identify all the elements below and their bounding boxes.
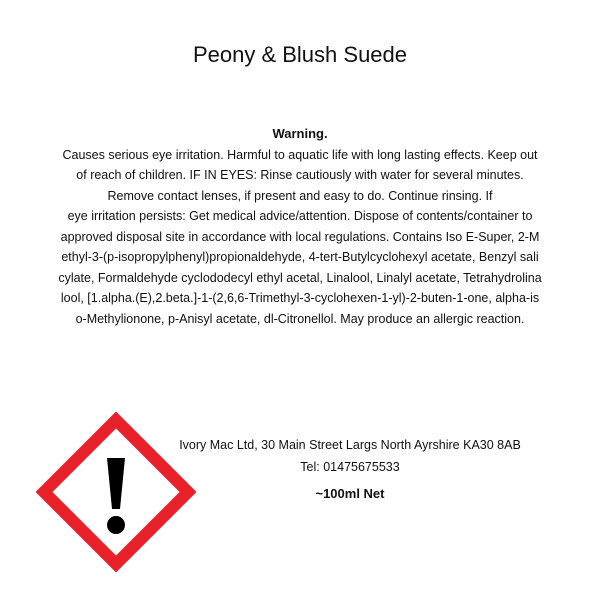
warning-text-block [30,124,570,329]
company-telephone: Tel: 01475675533 [300,460,400,474]
warning-line: ethyl-3-(p-isopropylphenyl)propionaldehyde, 4-tert-Butylcyclohexyl acetate, Benzyl sali [61,250,539,264]
net-volume: ~100ml Net [315,486,385,501]
warning-heading: Warning. [272,126,328,141]
warning-line: eye irritation persists: Get medical advice/attention. Dispose of contents/container to [67,209,533,223]
company-address: Ivory Mac Ltd, 30 Main Street Largs North Ayrshire KA30 8AB [179,438,521,452]
warning-line: Remove contact lenses, if present and easy to do. Continue rinsing. If [107,188,493,203]
warning-line: Causes serious eye irritation. Harmful to aquatic life with long lasting effects. Keep out [62,147,538,162]
warning-line: lool, [1.alpha.(E),2.beta.]-1-(2,6,6-Trimethyl-3-cyclohexen-1-yl)-2-buten-1-one, alpha-is [60,291,540,305]
warning-line: of reach of children. IF IN EYES: Rinse cautiously with water for several minutes. [76,168,524,182]
warning-line: cylate, Formaldehyde cyclododecyl ethyl acetal, Linalool, Linalyl acetate, Tetrahydrolina [58,270,542,285]
warning-line: o-Methylionone, p-Anisyl acetate, dl-Citronellol. May produce an allergic reaction. [75,311,525,326]
product-title: Peony & Blush Suede [192,42,408,67]
warning-line: approved disposal site in accordance with local regulations. Contains Iso E-Super, 2-M [60,229,540,244]
